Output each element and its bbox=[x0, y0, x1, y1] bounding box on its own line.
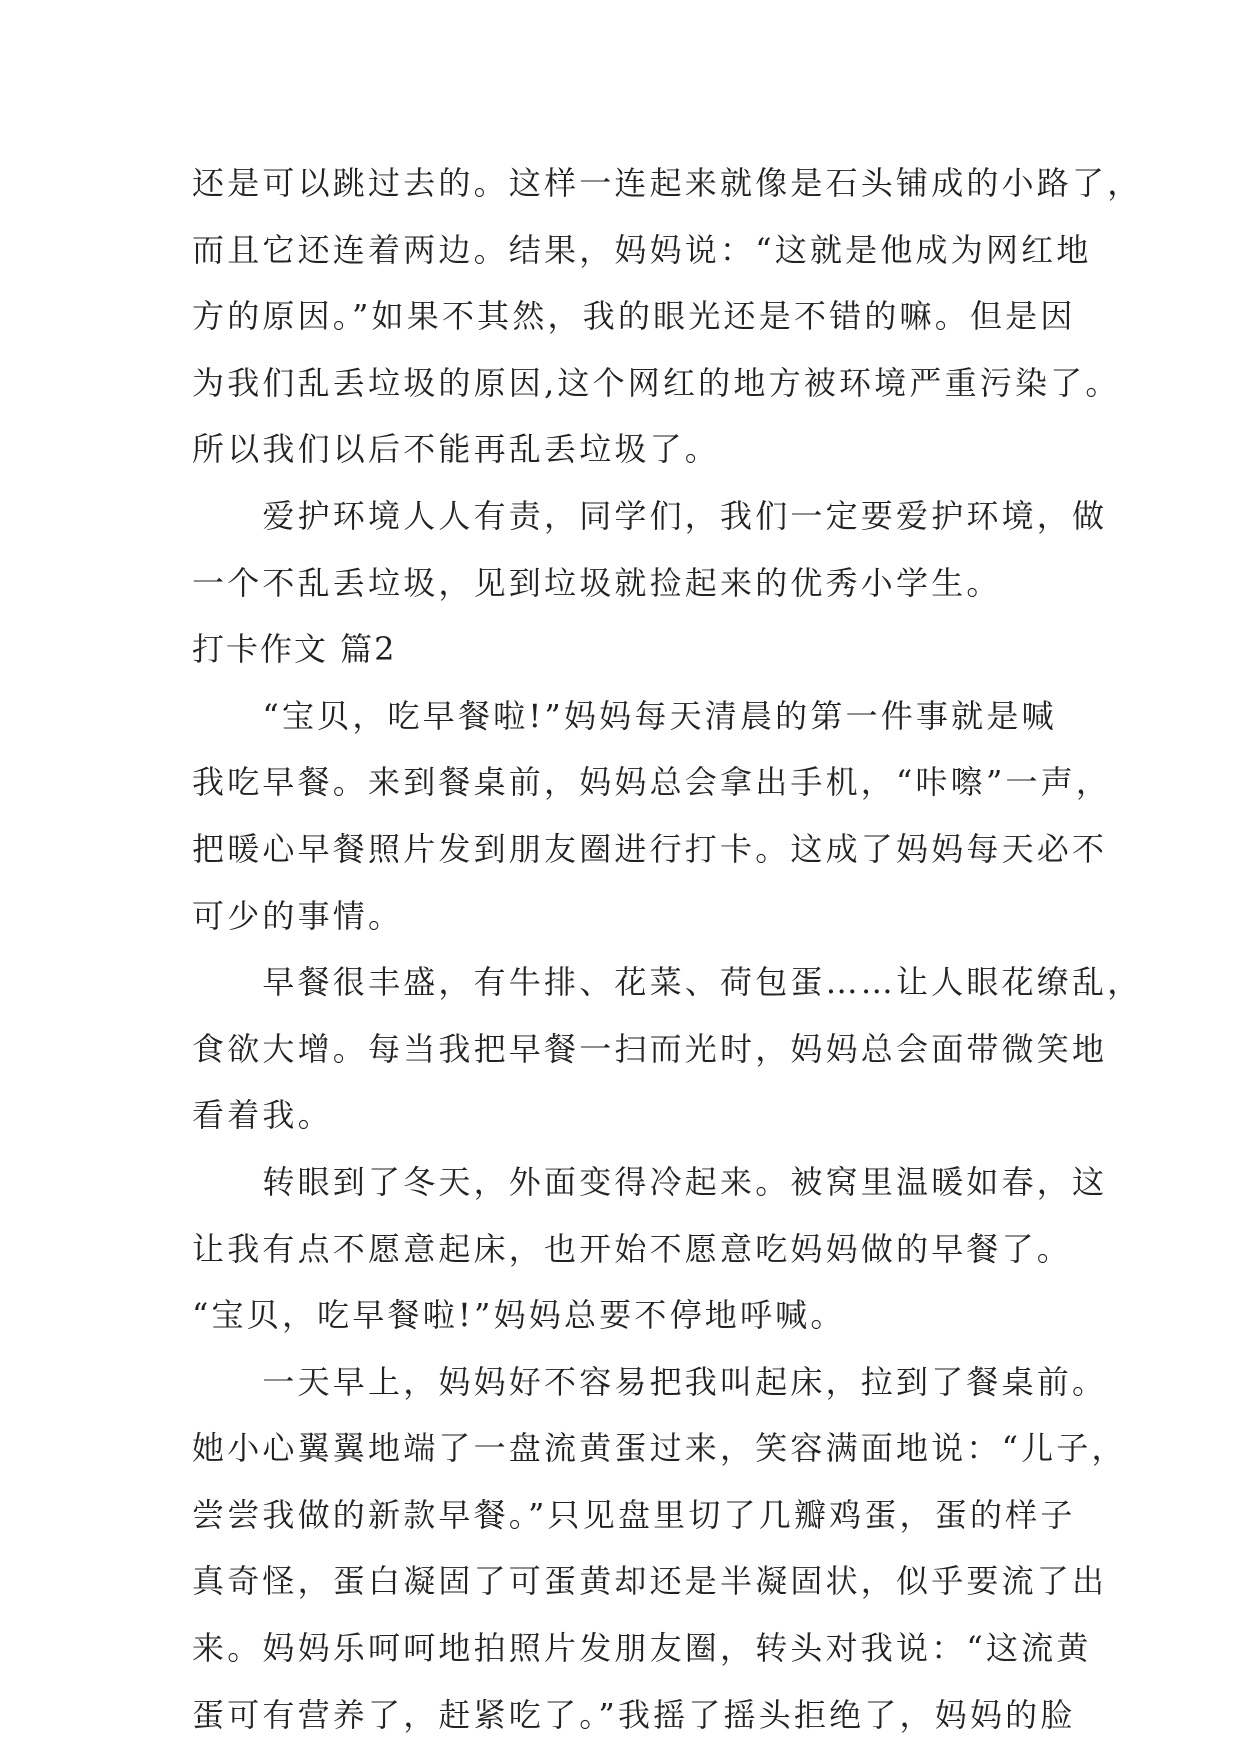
text-line: “宝贝，吃早餐啦!”妈妈每天清晨的第一件事就是喊 bbox=[192, 696, 1057, 735]
text-line: 把暖心早餐照片发到朋友圈进行打卡。这成了妈妈每天必不 bbox=[192, 829, 1108, 868]
section-heading: 打卡作文 篇2 bbox=[192, 630, 397, 669]
text-line: 方的原因。”如果不其然，我的眼光还是不错的嘛。但是因 bbox=[192, 297, 1076, 336]
text-line: 可少的事情。 bbox=[192, 896, 404, 935]
text-line: 一个不乱丢垃圾，见到垃圾就捡起来的优秀小学生。 bbox=[192, 563, 1002, 602]
text-line: 来。妈妈乐呵呵地拍照片发朋友圈，转头对我说：“这流黄 bbox=[192, 1629, 1092, 1668]
text-line: 一天早上，妈妈好不容易把我叫起床，拉到了餐桌前。 bbox=[192, 1362, 1108, 1401]
text-line: 还是可以跳过去的。这样一连起来就像是石头铺成的小路了， bbox=[192, 164, 1143, 202]
document-body bbox=[192, 150, 1143, 1748]
text-line: 我吃早餐。来到餐桌前，妈妈总会拿出手机，“咔嚓”一声， bbox=[192, 763, 1112, 802]
text-line: 食欲大增。每当我把早餐一扫而光时，妈妈总会面带微笑地 bbox=[192, 1029, 1108, 1068]
text-line: “宝贝，吃早餐啦!”妈妈总要不停地呼喊。 bbox=[192, 1296, 846, 1335]
text-line: 尝尝我做的新款早餐。”只见盘里切了几瓣鸡蛋，蛋的样子 bbox=[192, 1495, 1076, 1534]
text-line: 她小心翼翼地端了一盘流黄蛋过来，笑容满面地说：“儿子， bbox=[192, 1429, 1127, 1468]
text-line: 真奇怪，蛋白凝固了可蛋黄却还是半凝固状，似乎要流了出 bbox=[192, 1562, 1108, 1601]
text-line: 而且它还连着两边。结果，妈妈说：“这就是他成为网红地 bbox=[192, 230, 1092, 269]
text-line: 为我们乱丢垃圾的原因,这个网红的地方被环境严重污染了。 bbox=[192, 363, 1121, 402]
text-line: 看着我。 bbox=[192, 1096, 333, 1135]
text-line: 让我有点不愿意起床，也开始不愿意吃妈妈做的早餐了。 bbox=[192, 1229, 1073, 1268]
text-line: 早餐很丰盛，有牛排、花菜、荷包蛋……让人眼花缭乱， bbox=[192, 963, 1143, 1002]
text-line: 所以我们以后不能再乱丢垃圾了。 bbox=[192, 430, 721, 469]
text-line: 蛋可有营养了，赶紧吃了。”我摇了摇头拒绝了，妈妈的脸 bbox=[192, 1695, 1076, 1734]
text-line: 爱护环境人人有责，同学们，我们一定要爱护环境，做 bbox=[192, 496, 1108, 535]
text-line: 转眼到了冬天，外面变得冷起来。被窝里温暖如春，这 bbox=[192, 1162, 1108, 1201]
